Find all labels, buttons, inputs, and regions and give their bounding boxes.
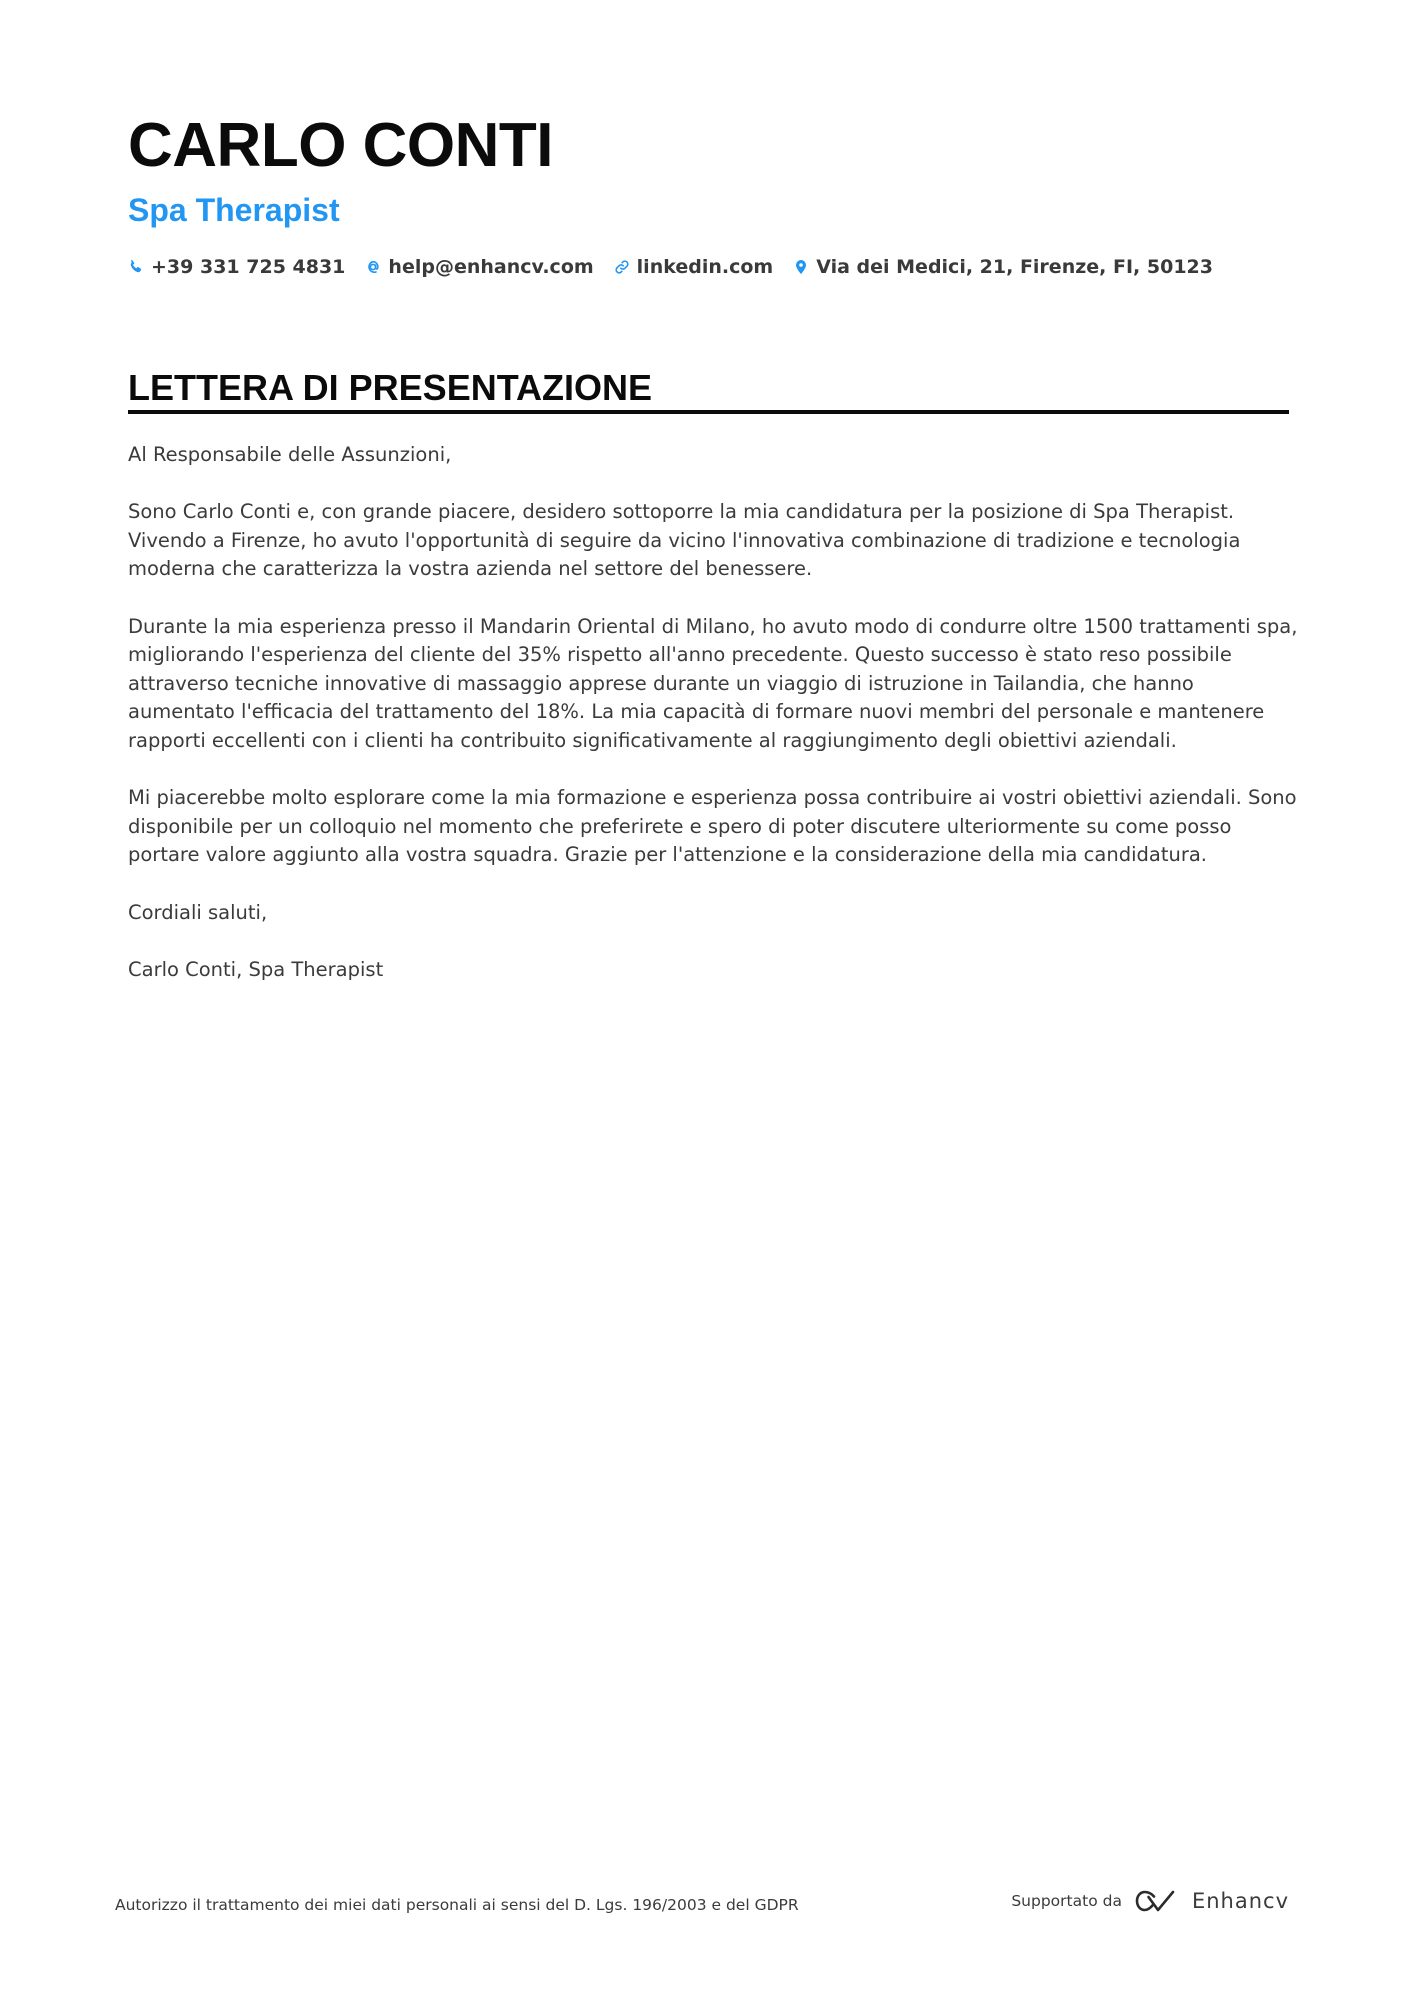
- phone-text: +39 331 725 4831: [151, 256, 346, 278]
- linkedin-text: linkedin.com: [636, 256, 774, 278]
- at-icon: [365, 259, 381, 275]
- link-icon: [614, 259, 630, 275]
- letter-paragraph: Durante la mia esperienza presso il Mandarin Oriental di Milano, ho avuto modo di condurre oltre 1500 trattamenti spa, migliorando l'esperienza del cliente del 35% rispetto all'anno precedente. Questo successo è stato reso possibile attraverso tecniche innovative di massaggio apprese durante un viaggio di istruzione in Tailandia, che hanno aumentato l'efficacia del trattamento del 18%. La mia capacità di formare nuovi membri del personale e mantenere rapporti eccellenti con i clienti ha contribuito significativamente al raggiungimento degli obiettivi aziendali.: [128, 614, 1298, 752]
- section-title: LETTERA DI PRESENTAZIONE: [128, 367, 653, 408]
- letter-closing: Cordiali saluti,: [128, 900, 268, 924]
- footer-branding[interactable]: [1011, 1888, 1289, 1914]
- brand-name: Enhancv: [1191, 1889, 1289, 1913]
- contact-address: [793, 252, 1213, 282]
- map-pin-icon: [793, 259, 809, 275]
- letter-salutation: Al Responsabile delle Assunzioni,: [128, 443, 452, 466]
- gdpr-consent-text: Autorizzo il trattamento dei miei dati personali ai sensi del D. Lgs. 196/2003 e del GDPR: [115, 1896, 799, 1914]
- letter-body: [128, 441, 1298, 1013]
- phone-icon: [128, 259, 144, 275]
- contact-bar: [128, 252, 1213, 282]
- letter-signature: Carlo Conti, Spa Therapist: [128, 957, 384, 981]
- email-text: help@enhancv.com: [388, 256, 594, 278]
- candidate-role: Spa Therapist: [128, 192, 340, 228]
- contact-phone[interactable]: [128, 252, 345, 282]
- enhancv-logo-icon: [1134, 1888, 1180, 1914]
- address-text: Via dei Medici, 21, Firenze, FI, 50123: [816, 256, 1213, 278]
- contact-linkedin[interactable]: [614, 252, 774, 282]
- contact-email[interactable]: [365, 252, 593, 282]
- letter-paragraph: Mi piacerebbe molto esplorare come la mia formazione e esperienza possa contribuire ai vostri obiettivi aziendali. Sono disponibile per un colloquio nel momento che preferirete e spero di poter discutere ulteriormente su come posso portare valore aggiunto alla vostra squadra. Grazie per l'attenzione e la considerazione della mia candidatura.: [128, 786, 1297, 867]
- letter-paragraph: Sono Carlo Conti e, con grande piacere, desidero sottoporre la mia candidatura per la posizione di Spa Therapist. Vivendo a Firenze, ho avuto l'opportunità di seguire da vicino l'innovativa combinazione di tradizione e tecnologia moderna che caratterizza la vostra azienda nel settore del benessere.: [128, 500, 1241, 581]
- supported-by-label: Supportato da: [1011, 1892, 1122, 1910]
- candidate-name: CARLO CONTI: [128, 111, 554, 180]
- section-divider: [128, 410, 1289, 414]
